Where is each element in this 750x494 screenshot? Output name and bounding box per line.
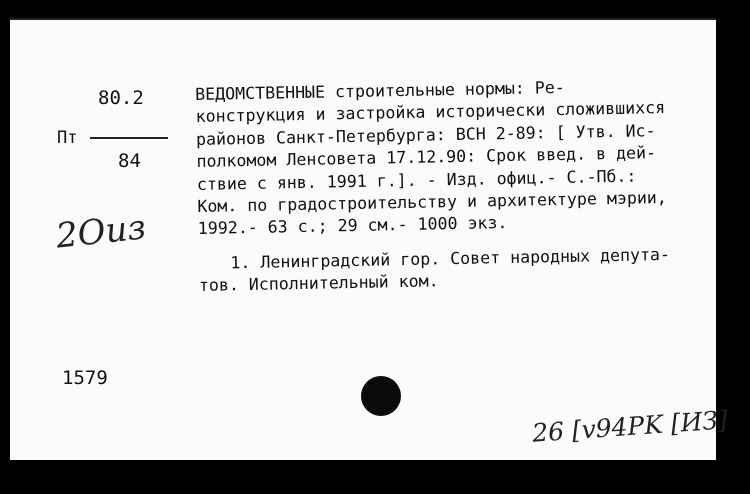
handwritten-note: 2Оиз — [54, 207, 148, 257]
entry-line: 1992.- 63 с.; 29 см.- 1000 экз. — [197, 213, 508, 239]
call-number-bottom: 84 — [118, 150, 141, 172]
punch-hole — [361, 376, 401, 416]
call-number-divider — [90, 137, 168, 139]
inventory-number: 1579 — [62, 367, 108, 389]
call-number-prefix: Пт — [57, 128, 78, 148]
entry-line: ВЕДОМСТВЕННЫЕ строительные нормы: Ре- — [195, 77, 565, 104]
entry-line: районов Санкт-Петербурга: ВСН 2-89: [ Утв. Ис- — [195, 120, 656, 149]
subject-heading-line: тов. Исполнительный ком. — [198, 271, 439, 296]
entry-line: ствие с янв. 1991 г.]. - Изд. офиц.- С.-Пб.: — [196, 166, 637, 194]
entry-line: Ком. по градостроительству и архитектуре мэрии, — [197, 187, 667, 217]
handwritten-code: 26 [v94PK [ИЗ] — [531, 405, 729, 448]
subject-heading-line: 1. Ленинградский гор. Совет народных депута- — [230, 244, 671, 273]
catalog-card — [10, 18, 729, 460]
entry-line: конструкция и застройка исторически сложившихся — [195, 98, 666, 127]
call-number-top: 80.2 — [98, 87, 144, 109]
bibliographic-entry — [195, 74, 719, 298]
entry-line: полкомом Ленсовета 17.12.90: Срок введ. в дей- — [196, 143, 657, 172]
